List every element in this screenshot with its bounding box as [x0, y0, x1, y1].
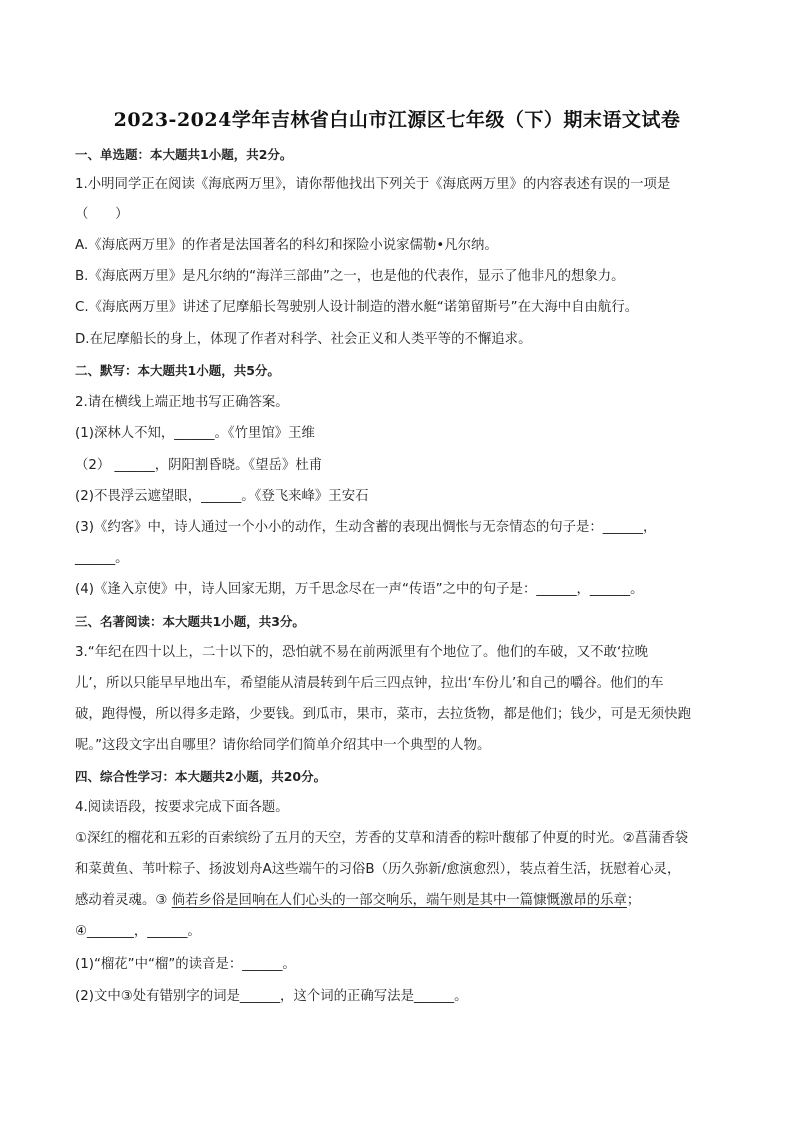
q2-line-1: (1)深林人不知，______。《竹里馆》王维	[75, 426, 315, 441]
page-title: 2023-2024学年吉林省白山市江源区七年级（下）期末语文试卷	[113, 109, 681, 131]
q3-para-line-4: 呢。”这段文字出自哪里？请你给同学们简单介绍其中一个典型的人物。	[75, 738, 491, 753]
q4-para-line-2: 和菜黄鱼、苇叶粽子、扬波划舟A这些端午的习俗B（历久弥新/愈演愈烈），装点着生活，抚慰着心灵，	[75, 862, 681, 877]
q2-line-2: （2） ______，阴阳割昏晓。《望岳》杜甫	[75, 458, 323, 473]
q1-option-d: D.在尼摩船长的身上，体现了作者对科学、社会正义和人类平等的不懈追求。	[75, 332, 532, 347]
section-heading-3: 三、名著阅读：本大题共1小题，共3分。	[75, 614, 305, 629]
q3-para-line-2: 儿’，所以只能早早地出车，希望能从清晨转到午后三四点钟，拉出‘车份儿’和自己的嚼谷。他们的车	[75, 676, 664, 691]
q2-line-4-cont: ______。	[75, 551, 129, 566]
q4-para-suffix: ；	[626, 893, 641, 908]
q1-paren: （ ）	[75, 207, 129, 222]
q4-stem: 4.阅读语段，按要求完成下面各题。	[75, 800, 289, 815]
q2-line-4: (3)《约客》中，诗人通过一个小小的动作，生动含蓄的表现出惆怅与无奈情态的句子是：______，	[75, 520, 657, 535]
q4-sub-2: (2)文中③处有错别字的词是______，这个词的正确写法是______。	[75, 989, 468, 1004]
q1-option-b: B.《海底两万里》是凡尔纳的“海洋三部曲”之一，也是他的代表作，显示了他非凡的想象力。	[75, 269, 625, 284]
q1-option-a: A.《海底两万里》的作者是法国著名的科幻和探险小说家儒勒•凡尔纳。	[75, 238, 498, 253]
q3-para-line-1: 3.“年纪在四十以上，二十以下的，恐怕就不易在前两派里有个地位了。他们的车破，又不敢‘拉晚	[75, 645, 648, 660]
q4-underlined-sentence: 倘若乡俗是回响在人们心头的一部交响乐，端午则是其中一篇慷慨激昂的乐章	[171, 893, 627, 908]
q4-para-prefix: 感动着灵魂。③	[75, 893, 172, 908]
q4-para-line-1: ①深红的榴花和五彩的百索缤纷了五月的天空，芳香的艾草和清香的粽叶馥郁了仲夏的时光。②菖蒲香袋	[75, 831, 689, 846]
q1-option-c: C.《海底两万里》讲述了尼摩船长驾驶别人设计制造的潜水艇“诺第留斯号”在大海中自由航行。	[75, 300, 639, 315]
q4-para-line-3	[75, 891, 640, 911]
q2-line-3: (2)不畏浮云遮望眼，______。《登飞来峰》王安石	[75, 489, 369, 504]
section-heading-2: 二、默写：本大题共1小题，共5分。	[75, 363, 280, 378]
section-heading-4: 四、综合性学习：本大题共2小题，共20分。	[75, 769, 327, 784]
q4-sub-1: (1)“榴花”中“榴”的读音是：______。	[75, 957, 296, 972]
q3-para-line-3: 破，跑得慢，所以得多走路，少要钱。到瓜市，果市，菜市，去拉货物，都是他们；钱少，可是无须快跑	[75, 707, 691, 722]
q1-stem: 1.小明同学正在阅读《海底两万里》，请你帮他找出下列关于《海底两万里》的内容表述有误的一项是	[75, 177, 671, 192]
q2-stem: 2.请在横线上端正地书写正确答案。	[75, 395, 289, 410]
q2-line-5: (4)《逢入京使》中，诗人回家无期，万千思念尽在一声“传语”之中的句子是：______，______。	[75, 582, 644, 597]
section-heading-1: 一、单选题：本大题共1小题，共2分。	[75, 147, 293, 162]
q4-para-line-4: ④_______，______。	[75, 924, 201, 939]
